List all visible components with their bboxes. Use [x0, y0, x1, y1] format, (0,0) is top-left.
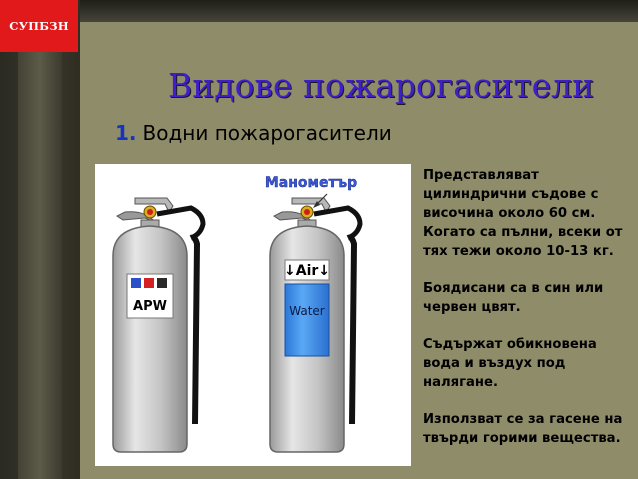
extinguisher-illustration [95, 164, 411, 466]
hose-right [348, 238, 354, 424]
badge-text: APW [133, 299, 167, 314]
hose-left [191, 238, 197, 424]
description-paragraph: Използват се за гасене на твърди горими вещества. [423, 412, 623, 446]
water-label: Water [289, 304, 325, 318]
description-paragraph: Представляват цилиндрични съдове с височина около 60 см. Когато са пълни, всеки от тях тежи около 10-13 кг. [423, 168, 623, 259]
subtitle-text: Водни пожарогасители [142, 121, 392, 145]
slide-subtitle [115, 121, 392, 145]
extinguishers-svg [95, 164, 411, 466]
cylinder-left [113, 226, 187, 452]
top-decorative-strip [80, 0, 638, 22]
extinguisher-left [113, 198, 203, 452]
description-paragraph: Съдържат обикновена вода и въздух под налягане. [423, 337, 597, 390]
extinguisher-right [255, 172, 367, 452]
slide-title: Видове пожарогасители [168, 66, 595, 105]
logo [0, 0, 78, 52]
subtitle-number: 1. [115, 121, 137, 145]
water-fill [285, 284, 329, 356]
left-rail [18, 0, 62, 479]
air-label: ↓Air↓ [284, 263, 330, 279]
left-decorative-band [0, 0, 80, 479]
logo-text: СУПБЗН [9, 19, 69, 33]
description-text [423, 166, 633, 466]
gauge-label: Манометър [264, 175, 358, 191]
description-paragraph: Боядисани са в син или червен цвят. [423, 281, 604, 315]
